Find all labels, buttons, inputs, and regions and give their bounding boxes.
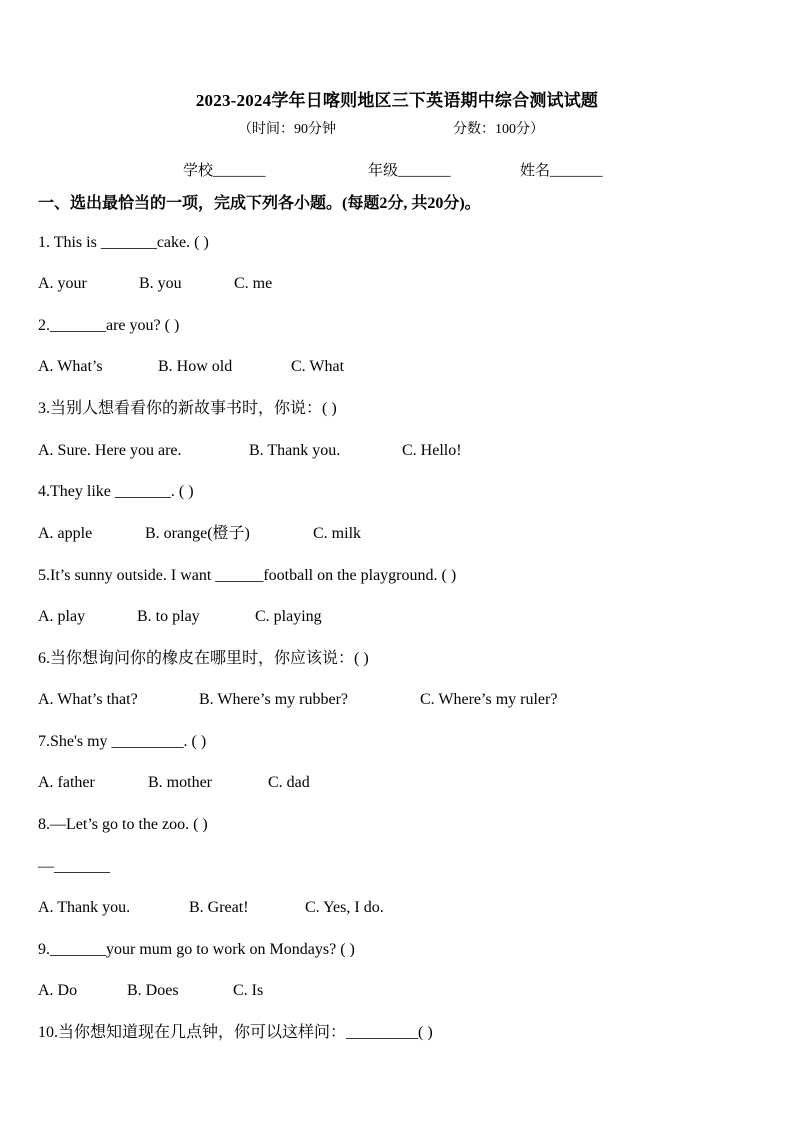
question-2-stem: 2._______are you? ( ) xyxy=(38,317,180,334)
question-10-stem: 10.当你想知道现在几点钟，你可以这样问：_________( ) xyxy=(38,1024,433,1041)
option-c[interactable]: C. Where’s my ruler? xyxy=(420,691,558,708)
question-4-stem: 4.They like _______. ( ) xyxy=(38,483,194,500)
question-5-stem: 5.It’s sunny outside. I want ______football on the playground. ( ) xyxy=(38,567,457,584)
question-3-stem: 3.当别人想看看你的新故事书时，你说：( ) xyxy=(38,400,337,417)
name-field[interactable]: 姓名_______ xyxy=(520,163,603,179)
question-8-stem: 8.—Let’s go to the zoo. ( ) xyxy=(38,816,208,833)
option-a[interactable]: A. Sure. Here you are. xyxy=(38,442,182,459)
option-b[interactable]: B. to play xyxy=(137,608,200,625)
option-c[interactable]: C. Yes, I do. xyxy=(305,899,384,916)
option-b[interactable]: B. Does xyxy=(127,982,179,999)
option-c[interactable]: C. Hello! xyxy=(402,442,462,459)
option-a[interactable]: A. What’s xyxy=(38,358,103,375)
option-a[interactable]: A. What’s that? xyxy=(38,691,138,708)
school-field[interactable]: 学校_______ xyxy=(183,163,266,179)
exam-time: （时间：90分钟 xyxy=(238,122,336,137)
option-c[interactable]: C. playing xyxy=(255,608,322,625)
option-a[interactable]: A. Thank you. xyxy=(38,899,131,916)
option-c[interactable]: C. Is xyxy=(233,982,264,999)
option-b[interactable]: B. you xyxy=(139,275,182,292)
option-b[interactable]: B. mother xyxy=(148,774,212,791)
question-6-stem: 6.当你想询问你的橡皮在哪里时，你应该说：( ) xyxy=(38,650,369,667)
option-c[interactable]: C. What xyxy=(291,358,345,375)
option-c[interactable]: C. milk xyxy=(313,525,362,542)
question-7-stem: 7.She's my _________. ( ) xyxy=(38,733,207,750)
question-1-stem: 1. This is _______cake. ( ) xyxy=(38,234,209,251)
question-8-reply: —_______ xyxy=(38,858,110,875)
option-b[interactable]: B. How old xyxy=(158,358,233,375)
page-title: 2023-2024学年日喀则地区三下英语期中综合测试试题 xyxy=(195,91,599,110)
option-b[interactable]: B. orange(橙子) xyxy=(145,525,250,542)
question-9-stem: 9._______your mum go to work on Mondays? ( ) xyxy=(38,941,355,958)
exam-score: 分数：100分） xyxy=(453,122,544,137)
option-c[interactable]: C. me xyxy=(234,275,273,292)
option-b[interactable]: B. Where’s my rubber? xyxy=(199,691,348,708)
option-c[interactable]: C. dad xyxy=(268,774,310,791)
option-b[interactable]: B. Thank you. xyxy=(249,442,341,459)
section-heading: 一、选出最恰当的一项，完成下列各小题。(每题2分, 共20分)。 xyxy=(38,195,481,212)
option-a[interactable]: A. play xyxy=(38,608,86,625)
option-a[interactable]: A. apple xyxy=(38,525,93,542)
option-a[interactable]: A. Do xyxy=(38,982,78,999)
option-b[interactable]: B. Great! xyxy=(189,899,249,916)
grade-field[interactable]: 年级_______ xyxy=(368,163,451,179)
option-a[interactable]: A. your xyxy=(38,275,87,292)
option-a[interactable]: A. father xyxy=(38,774,95,791)
